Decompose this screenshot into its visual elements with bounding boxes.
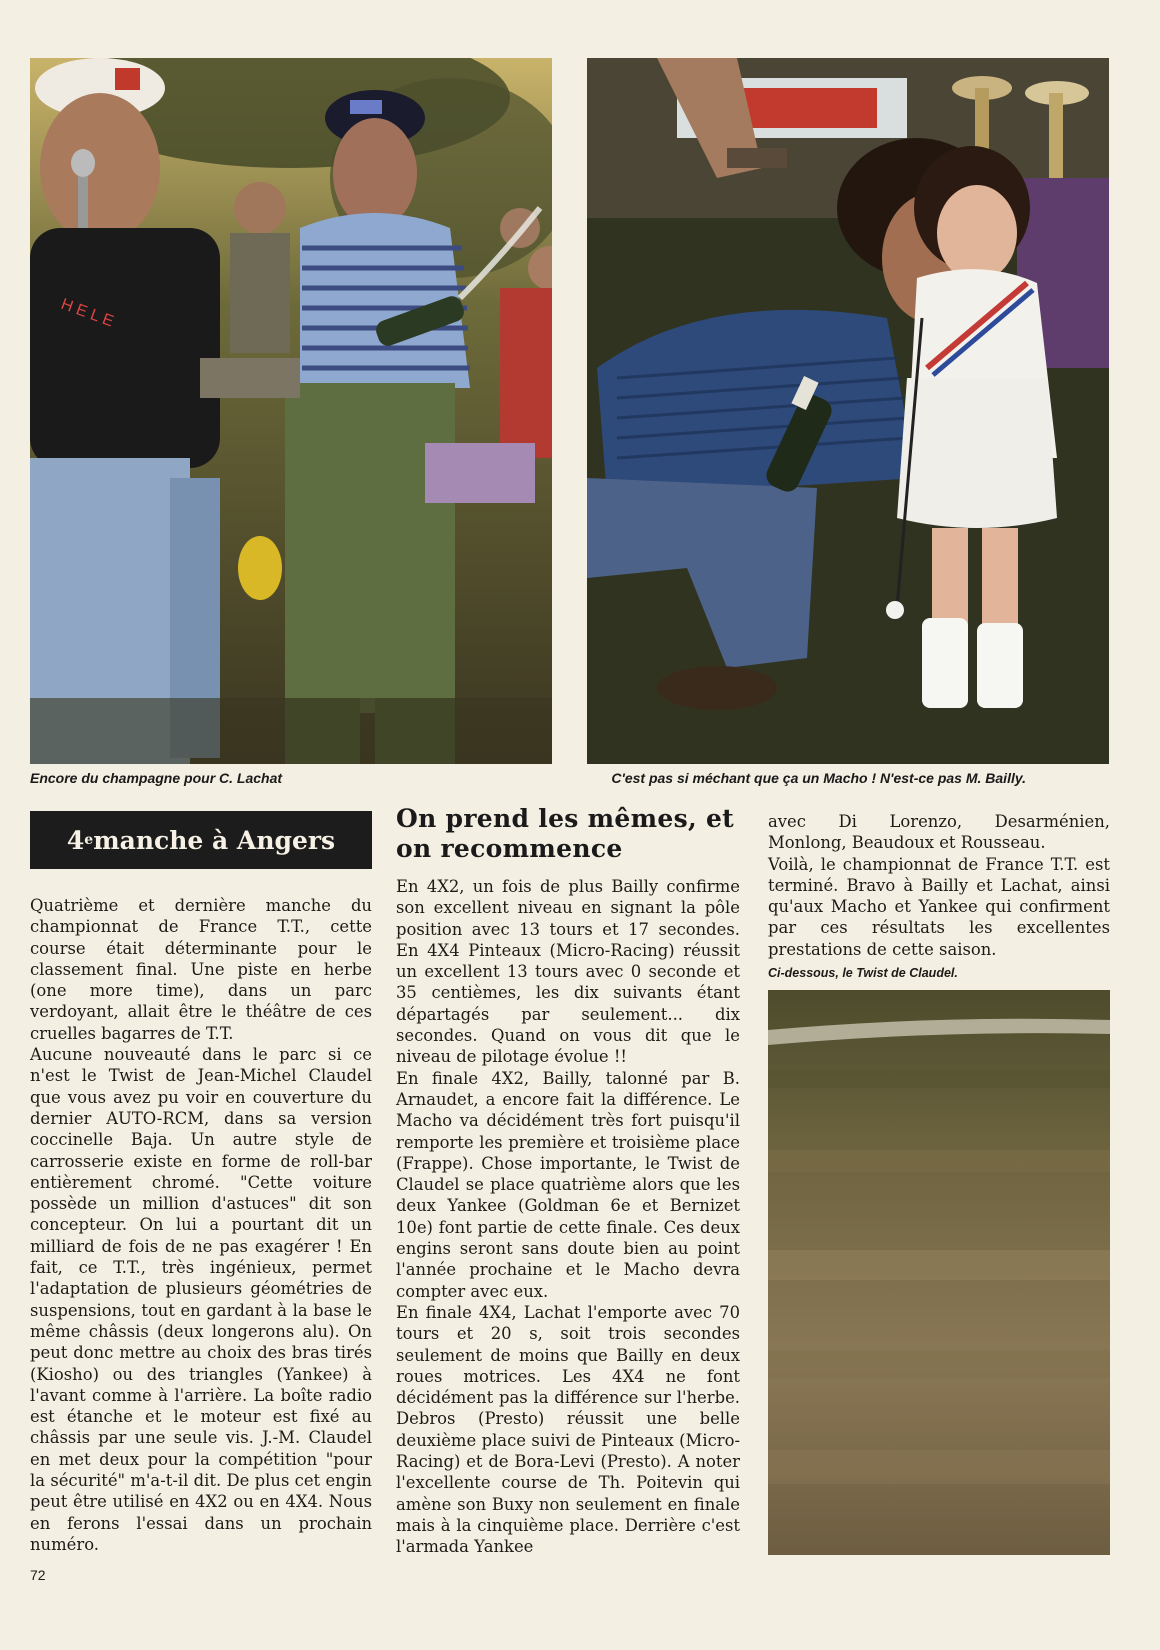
column-3 bbox=[768, 811, 1110, 960]
svg-text:H E L E: H E L E bbox=[58, 295, 116, 331]
caption-photo2: C'est pas si méchant que ça un Macho ! N'est-ce pas M. Bailly. bbox=[611, 770, 1026, 786]
caption-photo3: Ci-dessous, le Twist de Claudel. bbox=[768, 966, 958, 980]
photo-twist-claudel bbox=[768, 990, 1110, 1555]
heading-prefix: 4 bbox=[66, 825, 85, 855]
section1-paragraph: Quatrième et dernière manche du championnat de France T.T., cette course était déterminante pour le classement final. Une piste en herbe (one more time), dans un parc verdoyant, allait être le théâtre de ces cruelles bagarres de T.T. bbox=[30, 896, 372, 1043]
section2-paragraph: En finale 4X4, Lachat l'emporte avec 70 tours et 20 s, soit trois secondes seulement de moins que Bailly en deux roues motrices. Les 4X4 ne font décidément pas la différence sur l'herbe. Debros (Presto) réussit une belle deuxième place suivi de Pinteaux (Micro-Racing) et de Bora-Levi (Presto). A noter l'excellente course de Th. Poitevin qui amène son Buxy non seulement en finale mais à la cinquième place. Derrière c'est l'armada Yankee bbox=[396, 1302, 740, 1557]
section1-paragraph: Aucune nouveauté dans le parc si ce n'est le Twist de Jean-Michel Claudel que vous avez pu voir en couverture du dernier AUTO-RCM, dans sa version coccinelle Baja. Un autre style de carrosserie existe en forme de roll-bar entièrement chromé. "Cette voiture possède un million d'astuces" dit son concepteur. On lui a pourtant dit un milliard de fois de ne pas exagérer ! En fait, ce T.T., très ingénieux, permet l'adaptation de plusieurs géométries de suspensions, tout en gardant à la base le même châssis (deux longerons alu). On peut donc mettre au choix des bras tirés (Kiosho) ou des triangles (Yankee) à l'avant comme à l'arrière. La boîte radio est étanche et le moteur est fixé au châssis par une seule vis. J.-M. Claudel en met deux pour la compétition "pour la sécurité" m'a-t-il dit. De plus cet engin peut être utilisé en 4X2 ou en 4X4. Nous en ferons l'essai dans un prochain numéro. bbox=[30, 1045, 372, 1554]
heading-sup: e bbox=[84, 832, 94, 848]
section2-paragraph: Voilà, le championnat de France T.T. est terminé. Bravo à Bailly et Lachat, ainsi qu'aux Macho et Yankee qui confirment par ces résultats les excellentes prestations de cette saison. bbox=[768, 854, 1110, 959]
photo-champagne bbox=[30, 58, 552, 764]
section2-paragraph: En finale 4X2, Bailly, talonné par B. Arnaudet, a encore fait la différence. Le Macho va décidément très fort puisqu'il remporte les première et troisième place (Frappe). Chose importante, le Twist de Claudel se place quatrième alors que les deux Yankee (Goldman 6e et Bernizet 10e) font partie de cette finale. Ces deux engins seront sans doute bien au point l'année prochaine et le Macho devra compter avec eux. bbox=[396, 1068, 740, 1301]
page-number: 72 bbox=[30, 1567, 46, 1583]
column-1 bbox=[30, 895, 372, 1555]
heading-rest: manche à Angers bbox=[93, 825, 336, 855]
photo-macho-kiss bbox=[587, 58, 1109, 764]
column-2 bbox=[396, 876, 740, 1558]
section2-paragraph: avec Di Lorenzo, Desarménien, Monlong, Beaudoux et Rousseau. bbox=[768, 812, 1110, 853]
section2-title: On prend les mêmes, et on recommence bbox=[396, 804, 735, 863]
section2-paragraph: En 4X2, un fois de plus Bailly confirme son excellent niveau en signant la pôle position avec 13 tours et 17 secondes. En 4X4 Pinteaux (Micro-Racing) réussit un excellent 13 tours avec 0 seconde et 35 centièmes, les dix suivants étant départagés par seulement... dix secondes. Quand on vous dit que le niveau de pilotage évolue !! bbox=[396, 877, 740, 1067]
caption-photo1: Encore du champagne pour C. Lachat bbox=[30, 770, 283, 786]
section1-heading bbox=[30, 811, 372, 869]
